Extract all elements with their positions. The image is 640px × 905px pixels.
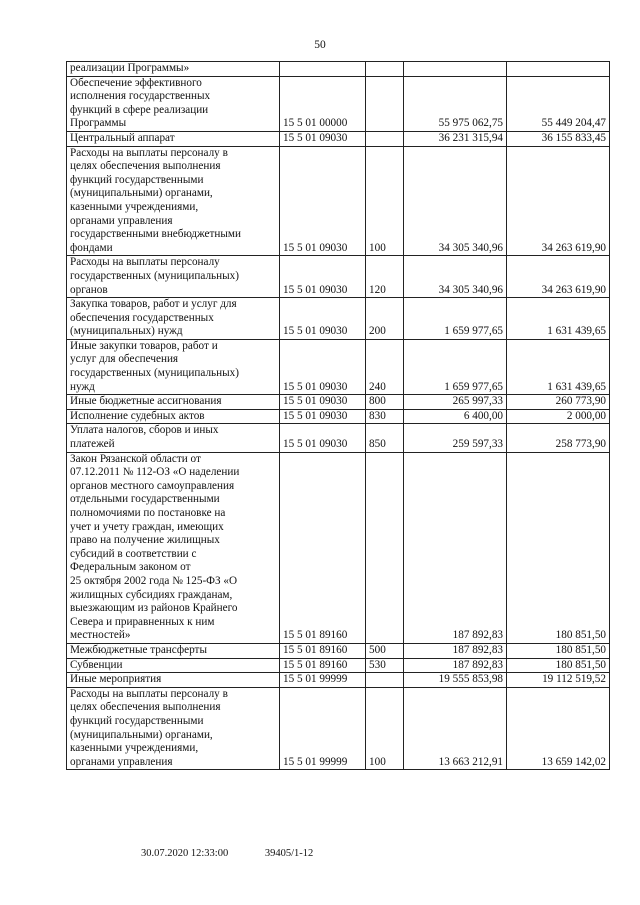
amount-year1-cell: 1 659 977,65 <box>404 298 507 340</box>
target-article-cell: 15 5 01 09030 <box>280 298 366 340</box>
target-article-cell: 15 5 01 89160 <box>280 452 366 643</box>
amount-year2-cell: 13 659 142,02 <box>507 687 610 770</box>
target-article-cell: 15 5 01 99999 <box>280 673 366 688</box>
table-row <box>67 76 610 131</box>
amount-year1-cell: 187 892,83 <box>404 452 507 643</box>
table-row <box>67 424 610 452</box>
amount-year1-cell: 55 975 062,75 <box>404 76 507 131</box>
target-article-cell: 15 5 01 00000 <box>280 76 366 131</box>
table-row <box>67 395 610 410</box>
target-article-cell: 15 5 01 09030 <box>280 339 366 394</box>
footer-document-id: 39405/1-12 <box>264 848 314 859</box>
amount-year1-cell: 187 892,83 <box>404 643 507 658</box>
amount-year2-cell: 180 851,50 <box>507 658 610 673</box>
table-row <box>67 339 610 394</box>
table-row <box>67 658 610 673</box>
row-name-cell: Закупка товаров, работ и услуг для обеспечения государственных (муниципальных) нужд <box>67 298 280 340</box>
amount-year2-cell: 260 773,90 <box>507 395 610 410</box>
row-name-cell: Расходы на выплаты персоналу в целях обеспечения выполнения функций государственными (муниципальными) органами, казенными учреждениями, органами управления государственными внебюджетными фондами <box>67 146 280 256</box>
footer-timestamp: 30.07.2020 12:33:00 <box>141 848 229 859</box>
target-article-cell: 15 5 01 09030 <box>280 146 366 256</box>
target-article-cell: 15 5 01 09030 <box>280 256 366 298</box>
amount-year1-cell: 36 231 315,94 <box>404 131 507 146</box>
amount-year2-cell: 1 631 439,65 <box>507 339 610 394</box>
amount-year1-cell: 187 892,83 <box>404 658 507 673</box>
amount-year1-cell: 19 555 853,98 <box>404 673 507 688</box>
amount-year2-cell: 180 851,50 <box>507 643 610 658</box>
table-row <box>67 62 610 77</box>
table-row <box>67 298 610 340</box>
row-name-cell: Расходы на выплаты персоналу в целях обеспечения выполнения функций государственными (муниципальными) органами, казенными учреждениями, органами управления <box>67 687 280 770</box>
target-article-cell: 15 5 01 99999 <box>280 687 366 770</box>
table-row <box>67 131 610 146</box>
amount-year1-cell: 34 305 340,96 <box>404 146 507 256</box>
row-name-cell: Центральный аппарат <box>67 131 280 146</box>
expense-type-cell <box>366 76 404 131</box>
target-article-cell: 15 5 01 89160 <box>280 658 366 673</box>
budget-table <box>66 61 610 770</box>
expense-type-cell <box>366 131 404 146</box>
expense-type-cell <box>366 452 404 643</box>
amount-year2-cell: 34 263 619,90 <box>507 256 610 298</box>
table-row <box>67 643 610 658</box>
row-name-cell: Иные бюджетные ассигнования <box>67 395 280 410</box>
amount-year2-cell: 180 851,50 <box>507 452 610 643</box>
row-name-cell: Иные мероприятия <box>67 673 280 688</box>
expense-type-cell: 530 <box>366 658 404 673</box>
row-name-cell: Исполнение судебных актов <box>67 409 280 424</box>
amount-year2-cell <box>507 62 610 77</box>
amount-year1-cell: 1 659 977,65 <box>404 339 507 394</box>
expense-type-cell: 100 <box>366 146 404 256</box>
amount-year2-cell: 2 000,00 <box>507 409 610 424</box>
row-name-cell: Обеспечение эффективного исполнения государственных функций в сфере реализации Программы <box>67 76 280 131</box>
expense-type-cell: 500 <box>366 643 404 658</box>
amount-year2-cell: 1 631 439,65 <box>507 298 610 340</box>
target-article-cell: 15 5 01 09030 <box>280 409 366 424</box>
row-name-cell: Закон Рязанской области от 07.12.2011 № 112-ОЗ «О наделении органов местного самоуправления отдельными государственными полномочиями по постановке на учет и учету граждан, имеющих право на получение жилищных субсидий в соответствии с Федеральным законом от 25 октября 2002 года № 125-ФЗ «О жилищных субсидиях гражданам, выезжающим из районов Крайнего Севера и приравненных к ним местностей» <box>67 452 280 643</box>
expense-type-cell <box>366 62 404 77</box>
amount-year2-cell: 258 773,90 <box>507 424 610 452</box>
amount-year2-cell: 36 155 833,45 <box>507 131 610 146</box>
amount-year1-cell: 265 997,33 <box>404 395 507 410</box>
table-row <box>67 673 610 688</box>
amount-year1-cell: 34 305 340,96 <box>404 256 507 298</box>
table-row <box>67 452 610 643</box>
row-name-cell: Иные закупки товаров, работ и услуг для обеспечения государственных (муниципальных) нужд <box>67 339 280 394</box>
table-row <box>67 256 610 298</box>
document-footer <box>141 848 313 859</box>
page-number: 50 <box>314 39 326 51</box>
row-name-cell: Субвенции <box>67 658 280 673</box>
amount-year2-cell: 55 449 204,47 <box>507 76 610 131</box>
amount-year2-cell: 19 112 519,52 <box>507 673 610 688</box>
expense-type-cell: 100 <box>366 687 404 770</box>
target-article-cell: 15 5 01 09030 <box>280 395 366 410</box>
expense-type-cell <box>366 673 404 688</box>
expense-type-cell: 120 <box>366 256 404 298</box>
target-article-cell: 15 5 01 09030 <box>280 131 366 146</box>
expense-type-cell: 850 <box>366 424 404 452</box>
amount-year1-cell: 6 400,00 <box>404 409 507 424</box>
table-row <box>67 687 610 770</box>
row-name-cell: Расходы на выплаты персоналу государственных (муниципальных) органов <box>67 256 280 298</box>
table-row <box>67 146 610 256</box>
amount-year1-cell <box>404 62 507 77</box>
row-name-cell: реализации Программы» <box>67 62 280 77</box>
target-article-cell: 15 5 01 89160 <box>280 643 366 658</box>
row-name-cell: Уплата налогов, сборов и иных платежей <box>67 424 280 452</box>
amount-year2-cell: 34 263 619,90 <box>507 146 610 256</box>
expense-type-cell: 240 <box>366 339 404 394</box>
amount-year1-cell: 259 597,33 <box>404 424 507 452</box>
budget-table-body <box>67 62 610 770</box>
row-name-cell: Межбюджетные трансферты <box>67 643 280 658</box>
expense-type-cell: 200 <box>366 298 404 340</box>
amount-year1-cell: 13 663 212,91 <box>404 687 507 770</box>
table-row <box>67 409 610 424</box>
target-article-cell: 15 5 01 09030 <box>280 424 366 452</box>
expense-type-cell: 830 <box>366 409 404 424</box>
expense-type-cell: 800 <box>366 395 404 410</box>
target-article-cell <box>280 62 366 77</box>
